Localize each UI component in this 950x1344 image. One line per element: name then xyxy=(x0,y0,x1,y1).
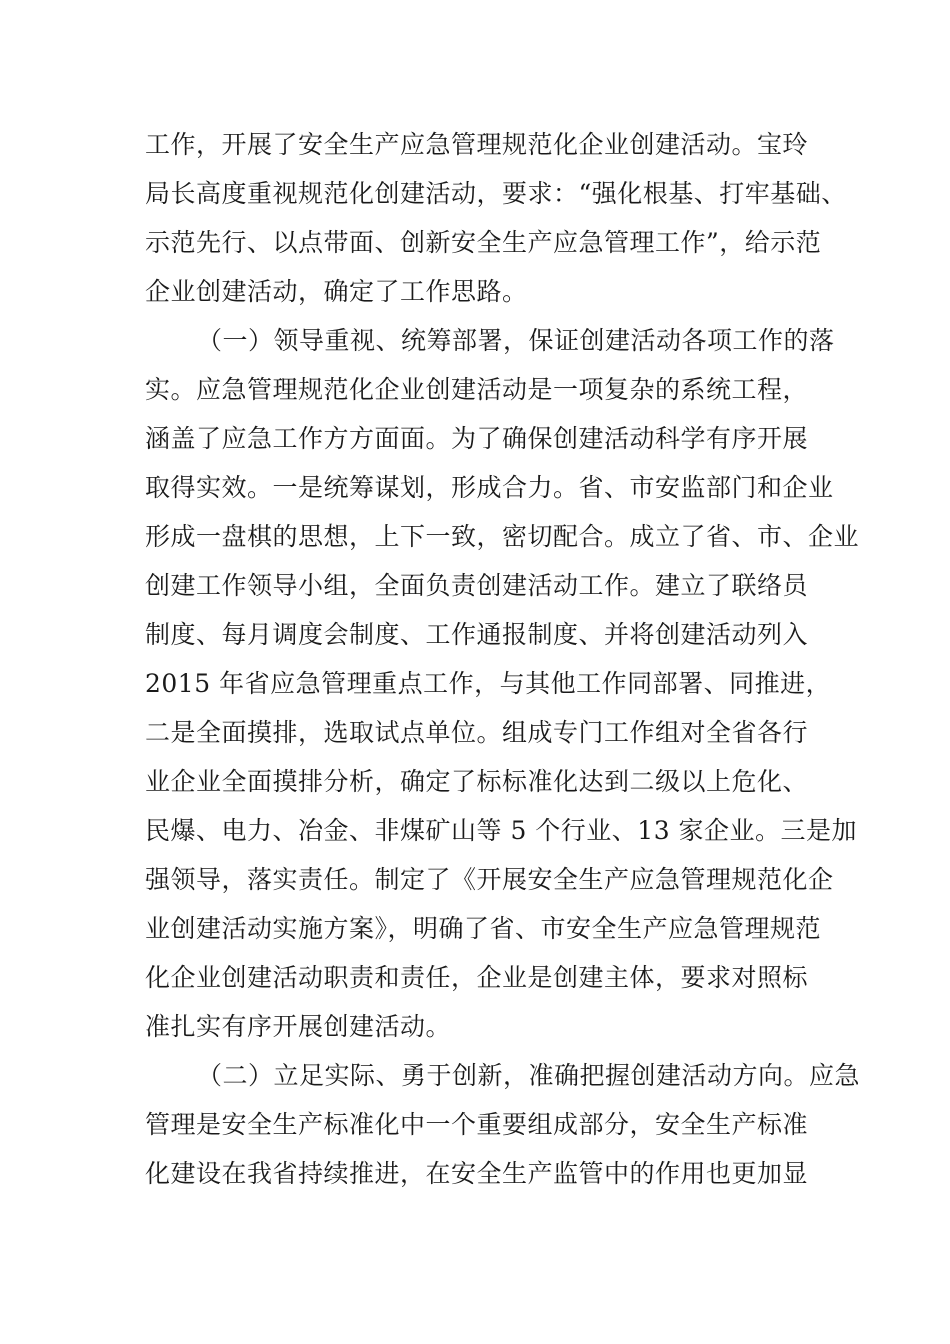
text-line: 准扎实有序开展创建活动。 xyxy=(145,1012,452,1041)
paragraph-1 xyxy=(145,120,847,316)
text-line: 化企业创建活动职责和责任，企业是创建主体，要求对照标 xyxy=(145,963,809,992)
text-line: 涵盖了应急工作方方面面。为了确保创建活动科学有序开展 xyxy=(145,424,809,453)
text-line: 强领导，落实责任。制定了《开展安全生产应急管理规范化企 xyxy=(145,865,834,894)
text-line: 民爆、电力、冶金、非煤矿山等 5 个行业、13 家企业。三是加 xyxy=(145,816,858,845)
text-line: 工作，开展了安全生产应急管理规范化企业创建活动。宝玲 xyxy=(145,130,809,159)
text-line: 示范先行、以点带面、创新安全生产应急管理工作”，给示范 xyxy=(145,228,822,257)
paragraph-2 xyxy=(145,316,860,1051)
text-line: 取得实效。一是统筹谋划，形成合力。省、市安监部门和企业 xyxy=(145,473,834,502)
paragraph-3 xyxy=(145,1051,861,1198)
text-line: 制度、每月调度会制度、工作通报制度、并将创建活动列入 xyxy=(145,620,809,649)
document-body xyxy=(145,120,861,1198)
text-line: 创建工作领导小组，全面负责创建活动工作。建立了联络员 xyxy=(145,571,809,600)
text-line: 企业创建活动，确定了工作思路。 xyxy=(145,277,528,306)
text-line: 管理是安全生产标准化中一个重要组成部分，安全生产标准 xyxy=(145,1110,809,1139)
text-line: 2015 年省应急管理重点工作，与其他工作同部署、同推进， xyxy=(145,669,832,698)
text-line: 业企业全面摸排分析，确定了标标准化达到二级以上危化、 xyxy=(145,767,809,796)
text-line: （二）立足实际、勇于创新，准确把握创建活动方向。应急 xyxy=(197,1061,861,1090)
text-line: 化建设在我省持续推进，在安全生产监管中的作用也更加显 xyxy=(145,1159,809,1188)
text-line: 形成一盘棋的思想，上下一致，密切配合。成立了省、市、企业 xyxy=(145,522,860,551)
text-line: 二是全面摸排，选取试点单位。组成专门工作组对全省各行 xyxy=(145,718,809,747)
text-line: 实。应急管理规范化企业创建活动是一项复杂的系统工程， xyxy=(145,375,809,404)
text-line: 业创建活动实施方案》，明确了省、市安全生产应急管理规范 xyxy=(145,914,822,943)
text-line: （一）领导重视、统筹部署，保证创建活动各项工作的落 xyxy=(197,326,835,355)
text-line: 局长高度重视规范化创建活动，要求：“强化根基、打牢基础、 xyxy=(145,179,847,208)
